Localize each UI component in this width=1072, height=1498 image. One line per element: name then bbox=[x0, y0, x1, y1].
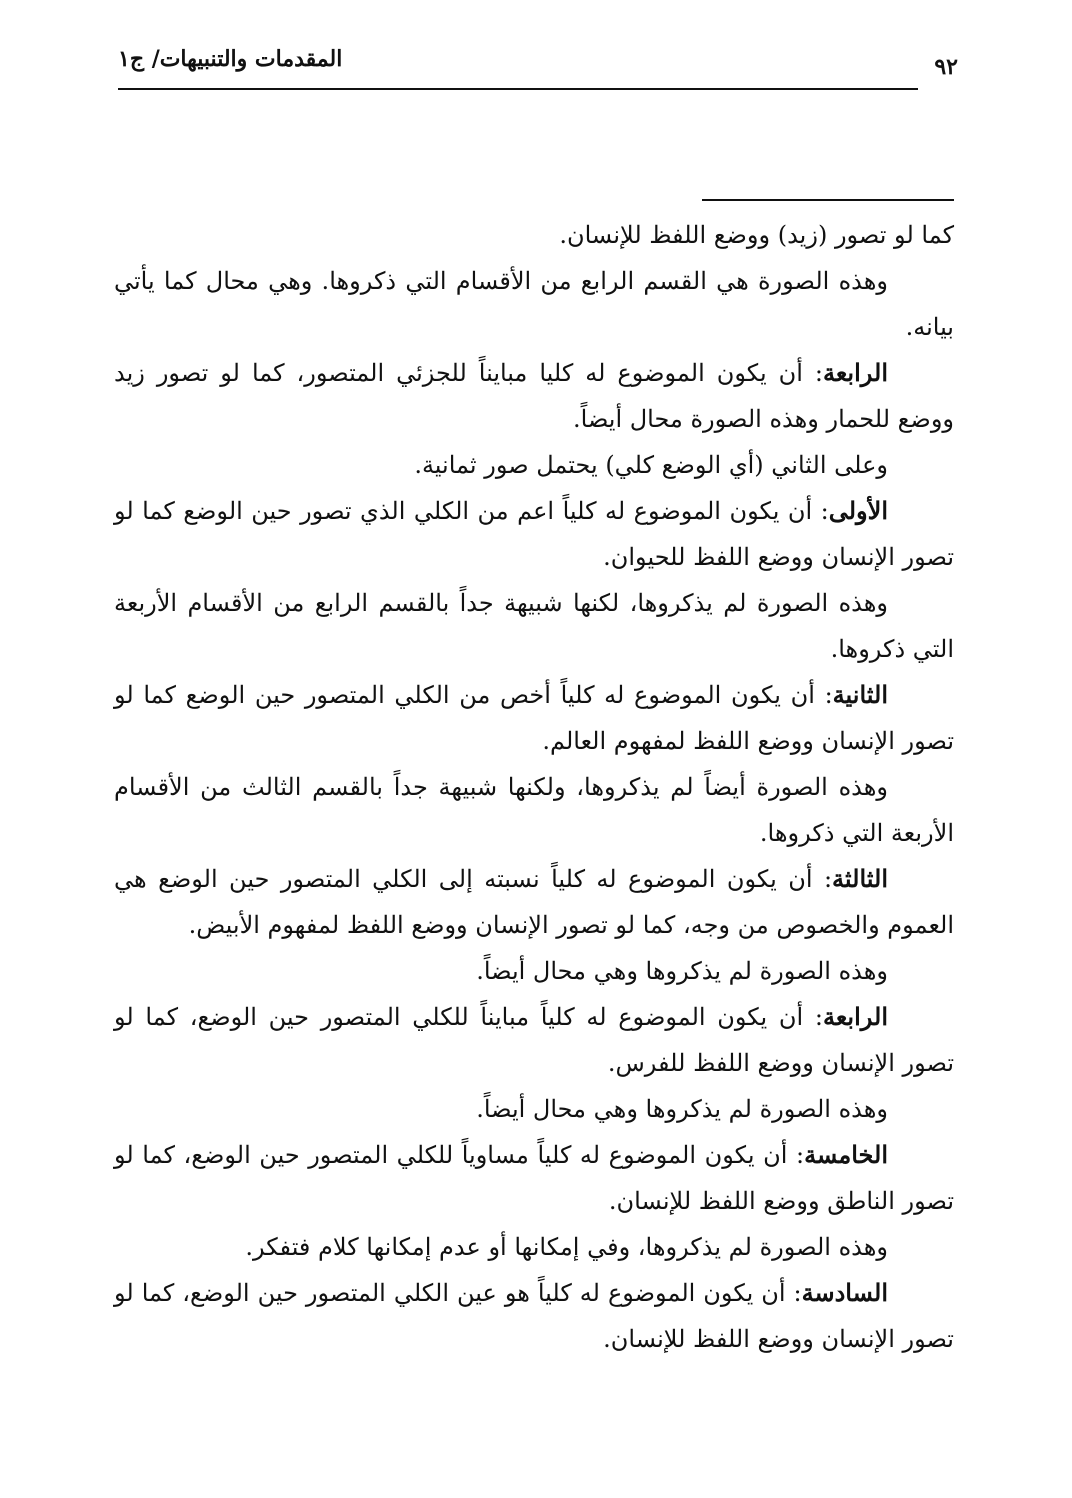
paragraph-10-text: وهذه الصورة لم يذكروها وهي محال أيضاً. bbox=[476, 957, 888, 985]
paragraph-6 bbox=[114, 580, 954, 672]
paragraph-1-text: كما لو تصور (زيد) ووضع اللفظ للإنسان. bbox=[559, 221, 954, 249]
paragraph-4-text: وعلى الثاني (أي الوضع كلي) يحتمل صور ثمانية. bbox=[414, 451, 888, 479]
paragraph-13 bbox=[114, 1132, 954, 1224]
paragraph-7-label: الثانية bbox=[832, 680, 888, 709]
paragraph-13-text: : أن يكون الموضوع له كلياً مساوياً للكلي المتصور حين الوضع، كما لو تصور الناطق ووضع اللفظ للإنسان. bbox=[114, 1141, 954, 1215]
paragraph-15 bbox=[114, 1270, 954, 1362]
paragraph-9-label: الثالثة bbox=[832, 864, 888, 893]
paragraph-15-label: السادسة bbox=[801, 1278, 888, 1307]
paragraph-12-text: وهذه الصورة لم يذكروها وهي محال أيضاً. bbox=[476, 1095, 888, 1123]
paragraph-5-label: الأولى bbox=[828, 496, 888, 525]
paragraph-11 bbox=[114, 994, 954, 1086]
paragraph-8 bbox=[114, 764, 954, 856]
section-separator bbox=[702, 199, 954, 201]
paragraph-8-text: وهذه الصورة أيضاً لم يذكروها، ولكنها شبيهة جداً بالقسم الثالث من الأقسام الأربعة التي ذكروها. bbox=[114, 773, 954, 847]
paragraph-7 bbox=[114, 672, 954, 764]
paragraph-14-text: وهذه الصورة لم يذكروها، وفي إمكانها أو عدم إمكانها كلام فتفكر. bbox=[245, 1233, 888, 1261]
paragraph-15-text: : أن يكون الموضوع له كلياً هو عين الكلي المتصور حين الوضع، كما لو تصور الإنسان ووضع اللفظ للإنسان. bbox=[114, 1279, 954, 1353]
paragraph-11-text: : أن يكون الموضوع له كلياً مبايناً للكلي المتصور حين الوضع، كما لو تصور الإنسان ووضع اللفظ للفرس. bbox=[114, 1003, 954, 1077]
paragraph-1 bbox=[114, 212, 954, 258]
paragraph-5 bbox=[114, 488, 954, 580]
paragraph-6-text: وهذه الصورة لم يذكروها، لكنها شبيهة جداً بالقسم الرابع من الأقسام الأربعة التي ذكروها. bbox=[114, 589, 954, 663]
paragraph-9 bbox=[114, 856, 954, 948]
paragraph-11-label: الرابعة bbox=[822, 1002, 888, 1031]
paragraph-13-label: الخامسة bbox=[804, 1140, 888, 1169]
paragraph-12 bbox=[114, 1086, 954, 1132]
paragraph-2-text: وهذه الصورة هي القسم الرابع من الأقسام التي ذكروها. وهي محال كما يأتي بيانه. bbox=[114, 267, 954, 341]
running-title: المقدمات والتنبيهات/ ج١ bbox=[118, 46, 343, 72]
paragraph-7-text: : أن يكون الموضوع له كلياً أخص من الكلي المتصور حين الوضع كما لو تصور الإنسان ووضع اللفظ لمفهوم العالم. bbox=[114, 681, 954, 755]
paragraph-4 bbox=[114, 442, 954, 488]
paragraph-3 bbox=[114, 350, 954, 442]
paragraph-3-text: : أن يكون الموضوع له كليا مبايناً للجزئي المتصور، كما لو تصور زيد ووضع للحمار وهذه الصورة محال أيضاً. bbox=[114, 359, 954, 433]
page-number: ٩٢ bbox=[934, 54, 958, 80]
body-text bbox=[114, 212, 954, 1362]
paragraph-14 bbox=[114, 1224, 954, 1270]
paragraph-9-text: : أن يكون الموضوع له كلياً نسبته إلى الكلي المتصور حين الوضع هي العموم والخصوص من وجه، كما لو تصور الإنسان ووضع اللفظ لمفهوم الأبيض. bbox=[114, 865, 954, 939]
paragraph-10 bbox=[114, 948, 954, 994]
header-rule bbox=[118, 88, 918, 90]
paragraph-3-label: الرابعة bbox=[822, 358, 888, 387]
paragraph-5-text: : أن يكون الموضوع له كلياً اعم من الكلي الذي تصور حين الوضع كما لو تصور الإنسان ووضع اللفظ للحيوان. bbox=[114, 497, 954, 571]
page-header bbox=[118, 40, 958, 96]
paragraph-2 bbox=[114, 258, 954, 350]
